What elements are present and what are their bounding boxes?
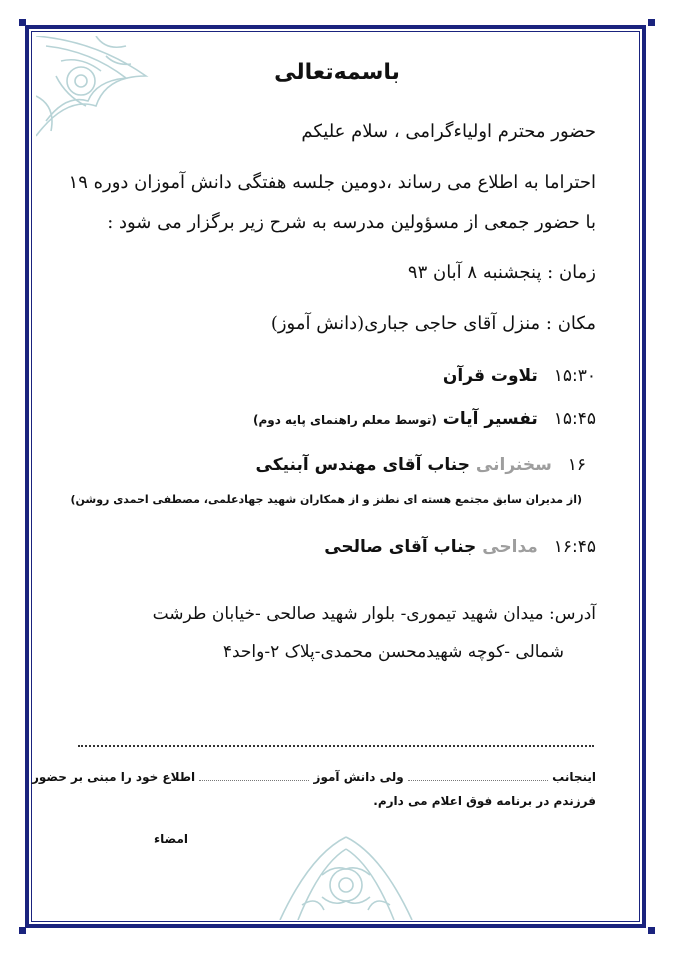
address-line-2: شمالی -کوچه شهیدمحسن محمدی-پلاک ۲-واحد۴ [222, 642, 564, 662]
reply-slip-line-2: فرزندم در برنامه فوق اعلام می دارم. [373, 794, 596, 808]
program-item [443, 366, 596, 386]
arabesque-ornament-top-left [36, 36, 156, 146]
greeting-line: حضور محترم اولیاءگرامی ، سلام علیکم [301, 121, 596, 142]
arabesque-ornament-bottom [272, 835, 420, 920]
slip-label-notice: اطلاع خود را مبنی بر حضور [31, 770, 196, 784]
program-time: ۱۶ [567, 455, 586, 475]
intro-line-1: احتراما به اطلاع می رساند ،دومین جلسه هفتگی دانش آموزان دوره ۱۹ [68, 172, 596, 193]
program-time: ۱۵:۳۰ [553, 366, 596, 386]
address-line-1: آدرس: میدان شهید تیموری- بلوار شهید صالحی -خیابان طرشت [152, 604, 596, 624]
program-title: جناب آقای صالحی [324, 537, 477, 557]
event-time: زمان : پنجشنبه ۸ آبان ۹۳ [407, 262, 596, 283]
cut-line [78, 745, 594, 747]
program-title: تفسیر آیات [442, 409, 538, 429]
signature-label: امضاء [153, 832, 188, 846]
slip-student-field[interactable] [199, 780, 309, 781]
program-note: (توسط معلم راهنمای پایه دوم) [252, 413, 437, 427]
program-item [324, 537, 596, 557]
corner-square [19, 927, 26, 934]
reply-slip-line-1 [32, 770, 596, 784]
program-title: تلاوت قرآن [442, 366, 538, 386]
program-title: جناب آقای مهندس آبنیکی [255, 455, 470, 475]
program-item [253, 409, 596, 429]
slip-label-parent: ولی دانش آموز [313, 770, 404, 784]
corner-square [648, 19, 655, 26]
program-time: ۱۶:۴۵ [553, 537, 596, 557]
corner-square [648, 927, 655, 934]
slip-name-field[interactable] [408, 780, 548, 781]
program-time: ۱۵:۴۵ [553, 409, 596, 429]
program-prefix: مداحی [482, 537, 538, 557]
intro-line-2: با حضور جمعی از مسؤولین مدرسه به شرح زیر برگزار می شود : [107, 212, 596, 233]
event-place: مکان : منزل آقای حاجی جباری(دانش آموز) [270, 313, 596, 334]
corner-square [19, 19, 26, 26]
slip-label-i: اینجانب [552, 770, 596, 784]
program-item [256, 455, 587, 475]
program-prefix: سخنرانی [475, 455, 552, 475]
speaker-description: (از مدیران سابق مجتمع هسته ای نطنز و از همکاران شهید جهادعلمی، مصطفی احمدی روشن) [70, 493, 582, 506]
page-border-inner [31, 31, 640, 922]
page-heading: باسمه‌تعالی [274, 60, 400, 85]
